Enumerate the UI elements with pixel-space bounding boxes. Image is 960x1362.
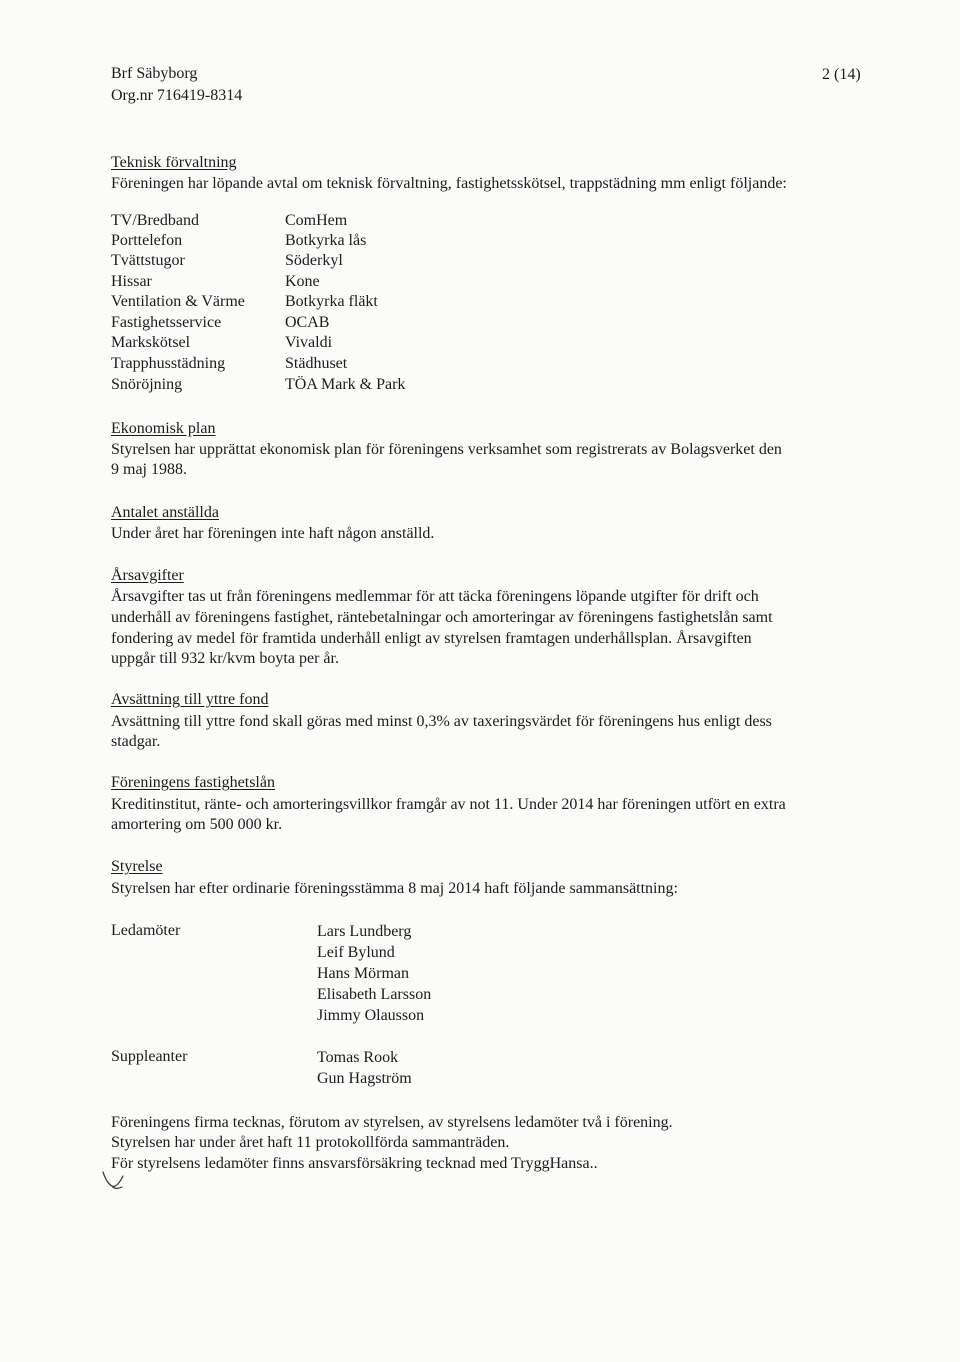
board-member: Hans Mörman bbox=[317, 965, 409, 982]
service-name: Tvättstugor bbox=[111, 252, 185, 269]
service-row bbox=[111, 272, 320, 292]
service-provider: Botkyrka fläkt bbox=[285, 293, 378, 310]
board-member: Jimmy Olausson bbox=[317, 1007, 425, 1024]
service-name: Hissar bbox=[111, 273, 152, 290]
board-member: Elisabeth Larsson bbox=[317, 986, 432, 1003]
arsavgifter-text-line: Årsavgifter tas ut från föreningens medlemmar för att täcka föreningens löpande utgifter för drift och bbox=[111, 588, 759, 605]
ledamoter-label: Ledamöter bbox=[111, 922, 181, 939]
deputy-member: Tomas Rook bbox=[317, 1049, 399, 1066]
fastighetslan-text-line: amortering om 500 000 kr. bbox=[111, 816, 283, 833]
org-number: Org.nr 716419-8314 bbox=[111, 87, 243, 104]
service-row bbox=[111, 211, 348, 231]
footer-text-line: Föreningens firma tecknas, förutom av styrelsen, av styrelsens ledamöter två i förening. bbox=[111, 1114, 673, 1131]
arsavgifter-heading: Årsavgifter bbox=[111, 567, 184, 584]
avsattning-text-line: Avsättning till yttre fond skall göras med minst 0,3% av taxeringsvärdet för föreningens hus enligt dess bbox=[111, 713, 772, 730]
styrelse-heading: Styrelse bbox=[111, 858, 163, 875]
service-provider: TÖA Mark & Park bbox=[285, 376, 406, 393]
service-provider: Kone bbox=[285, 273, 320, 290]
service-provider: ComHem bbox=[285, 212, 348, 229]
page-number: 2 (14) bbox=[822, 66, 861, 83]
service-row bbox=[111, 292, 378, 312]
service-row bbox=[111, 251, 343, 271]
service-provider: Städhuset bbox=[285, 355, 348, 372]
anstallda-text: Under året har föreningen inte haft någon anställd. bbox=[111, 525, 435, 542]
suppleanter-label: Suppleanter bbox=[111, 1048, 188, 1065]
service-row bbox=[111, 333, 333, 353]
fastighetslan-text-line: Kreditinstitut, ränte- och amorteringsvillkor framgår av not 11. Under 2014 har föreningen utfört en extra bbox=[111, 796, 786, 813]
arsavgifter-text-line: fondering av medel för framtida underhåll enligt av styrelsen framtagen underhållsplan. Årsavgiften bbox=[111, 630, 752, 647]
teknisk-heading: Teknisk förvaltning bbox=[111, 154, 237, 171]
handwritten-initials-mark bbox=[100, 1168, 130, 1194]
board-member: Lars Lundberg bbox=[317, 923, 412, 940]
avsattning-heading: Avsättning till yttre fond bbox=[111, 691, 269, 708]
anstallda-heading: Antalet anställda bbox=[111, 504, 219, 521]
board-member: Leif Bylund bbox=[317, 944, 395, 961]
ekonomisk-text-line: Styrelsen har upprättat ekonomisk plan för föreningens verksamhet som registrerats av Bolagsverket den bbox=[111, 441, 782, 458]
ledamoter-list bbox=[317, 921, 431, 1026]
service-row bbox=[111, 231, 367, 251]
service-provider: OCAB bbox=[285, 314, 330, 331]
service-provider: Botkyrka lås bbox=[285, 232, 367, 249]
service-row bbox=[111, 375, 406, 395]
footer-text-line: För styrelsens ledamöter finns ansvarsförsäkring tecknad med TryggHansa.. bbox=[111, 1155, 598, 1172]
styrelse-intro: Styrelsen har efter ordinarie föreningsstämma 8 maj 2014 haft följande sammansättning: bbox=[111, 880, 678, 897]
service-name: Porttelefon bbox=[111, 232, 183, 249]
service-row bbox=[111, 354, 348, 374]
service-name: Fastighetsservice bbox=[111, 314, 222, 331]
service-name: TV/Bredband bbox=[111, 212, 199, 229]
deputy-member: Gun Hagström bbox=[317, 1070, 412, 1087]
org-name: Brf Säbyborg bbox=[111, 65, 198, 82]
service-provider: Söderkyl bbox=[285, 252, 343, 269]
ekonomisk-heading: Ekonomisk plan bbox=[111, 420, 216, 437]
service-row bbox=[111, 313, 330, 333]
fastighetslan-heading: Föreningens fastighetslån bbox=[111, 774, 275, 791]
avsattning-text-line: stadgar. bbox=[111, 733, 161, 750]
service-name: Ventilation & Värme bbox=[111, 293, 245, 310]
suppleanter-list bbox=[317, 1047, 412, 1089]
arsavgifter-text-line: uppgår till 932 kr/kvm boyta per år. bbox=[111, 650, 339, 667]
teknisk-intro: Föreningen har löpande avtal om teknisk förvaltning, fastighetsskötsel, trappstädning mm enligt följande: bbox=[111, 175, 787, 192]
service-name: Markskötsel bbox=[111, 334, 191, 351]
service-name: Snöröjning bbox=[111, 376, 183, 393]
service-provider: Vivaldi bbox=[285, 334, 333, 351]
service-name: Trapphusstädning bbox=[111, 355, 226, 372]
ekonomisk-text-line: 9 maj 1988. bbox=[111, 461, 187, 478]
footer-text-line: Styrelsen har under året haft 11 protokollförda sammanträden. bbox=[111, 1134, 510, 1151]
arsavgifter-text-line: underhåll av föreningens fastighet, räntebetalningar och amorteringar av föreningens fastighetslån samt bbox=[111, 609, 773, 626]
